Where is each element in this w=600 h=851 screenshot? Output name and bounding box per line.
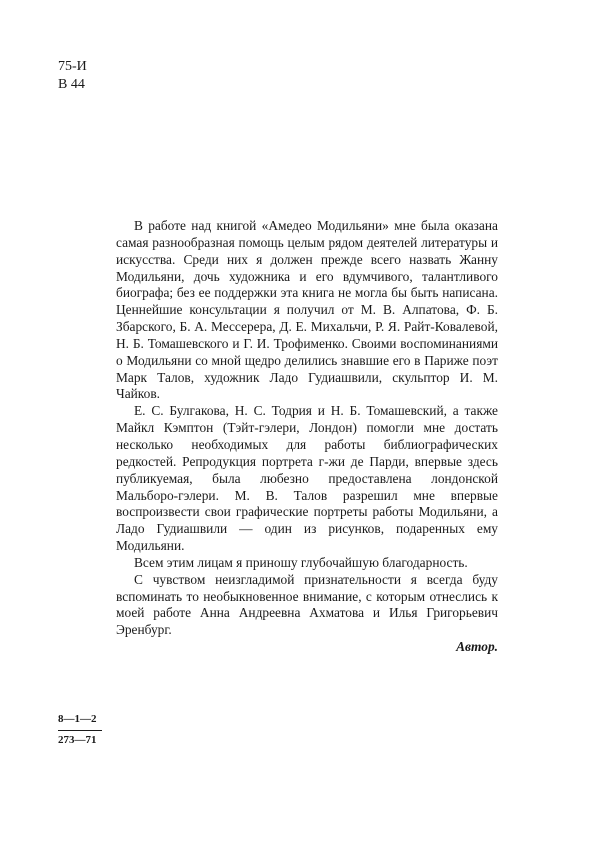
- catalog-index: [58, 58, 87, 94]
- catalog-code: 75-И: [58, 59, 87, 74]
- paragraph: С чувством неизгладимой признательности я всегда буду вспоминать то необыкновенное внимание, с которым отнеслись к моей работе Анна Андреевна Ахматова и Илья Григорьевич Эренбург.: [116, 571, 498, 638]
- imprint-divider: [58, 730, 102, 731]
- paragraph: Всем этим лицам я приношу глубочайшую благодарность.: [134, 554, 468, 570]
- imprint-top: 8—1—2: [58, 713, 97, 725]
- author-mark: В 44: [58, 77, 85, 92]
- paragraph: В работе над книгой «Амедео Модильяни» мне была оказана самая разнообразная помощь целым рядом деятелей литературы и искусства. Среди них я должен прежде всего назвать Жанну Модильяни, дочь художника и его вдумчивого, талантливого биографа; без ее поддержки эта книга не могла бы быть написана. Ценнейшие консультации я получил от М. В. Алпатова, Ф. Б. Збарского, Б. А. Мессерера, Д. Е. Михальчи, Р. Я. Райт-Ковалевой, Н. Б. Томашевского и Г. И. Трофименко. Своими воспоминаниями о Модильяни со мной щедро делились знавшие его в Париже поэт Марк Талов, художник Ладо Гудиашвили, скульптор И. М. Чайков.: [116, 218, 498, 402]
- paragraph: Е. С. Булгакова, Н. С. Тодрия и Н. Б. Томашевский, а также Майкл Кэмптон (Тэйт-гэлери, Лондон) помогли мне достать несколько необходимых для работы библиографических редкостей. Репродукция портрета г-жи де Парди, впервые здесь публикуемая, была любезно предоставлена лондонской Мальборо-гэлери. М. В. Талов разрешил мне впервые воспроизвести свои графические портреты работы Модильяни, а Ладо Гудиашвили — один из рисунков, подаренных ему Модильяни.: [116, 403, 498, 554]
- imprint-code: [58, 713, 102, 747]
- acknowledgements-text: [116, 218, 498, 656]
- imprint-bottom: 273—71: [58, 734, 97, 746]
- author-signature: Автор.: [456, 639, 498, 655]
